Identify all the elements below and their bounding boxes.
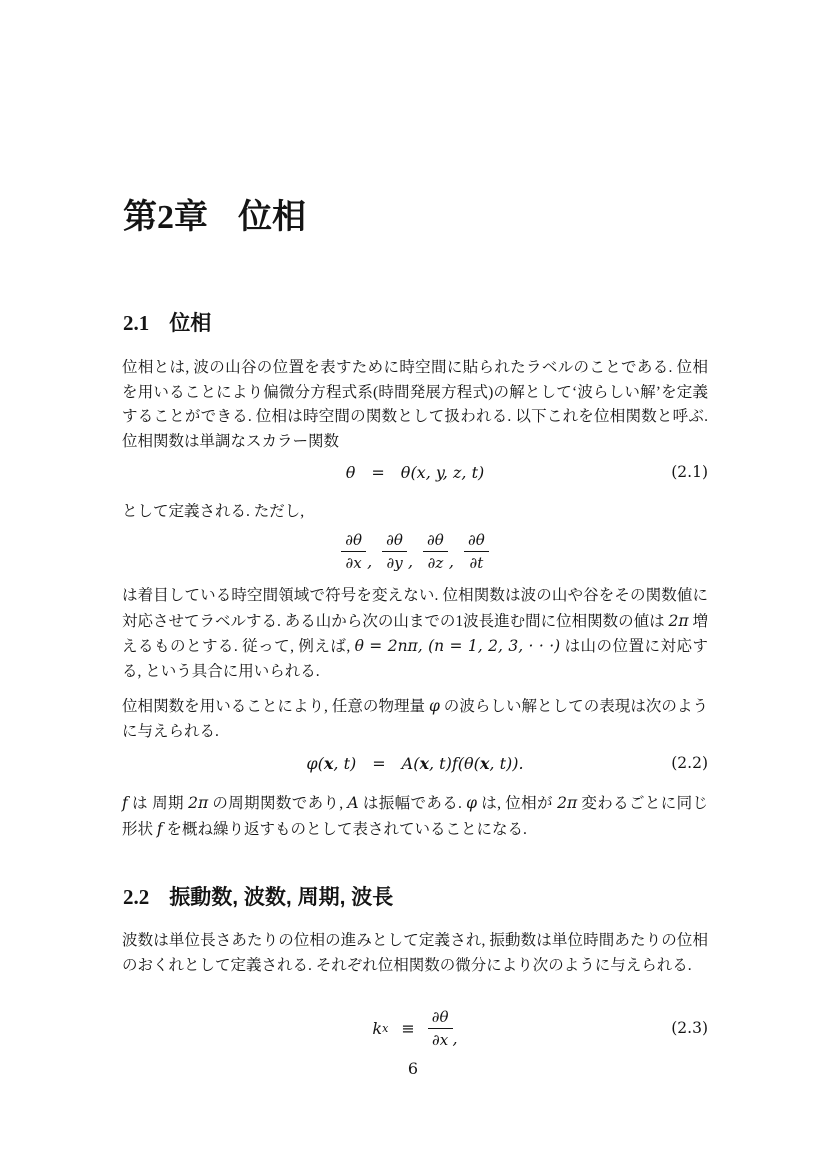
text-run: θ = 2nπ, (n = 1, 2, 3, · · ·)	[354, 637, 561, 656]
section-heading-2-1	[123, 311, 211, 336]
text-run: 位相関数を用いることにより, 任意の物理量	[122, 698, 430, 715]
text-run: は着目している時空間領域で符号を変えない. 位相関数は波の山や谷をその関数値に対応させてラベルする. ある山から次の山までの1波長進む間に位相関数の値は	[122, 587, 708, 630]
wavenumber-symbol: k	[372, 1018, 383, 1038]
equation-2-2	[122, 748, 708, 778]
equation-2-3	[122, 1004, 708, 1052]
text-run: , t)f(θ(	[428, 753, 480, 773]
fraction-separator: ,	[367, 551, 373, 571]
paragraph-phase-function-use	[122, 694, 708, 744]
equation-2-1-body	[346, 463, 484, 482]
fraction-separator: ,	[407, 551, 414, 571]
text-run: の周期関数であり,	[208, 795, 348, 812]
text-run: 波数は単位長さあたりの位相の進みとして定義され, 振動数は単位時間あたりの位相のおくれとして定義される. それぞれ位相関数の微分により次のように与えられる.	[122, 932, 708, 974]
text-run: A	[347, 794, 359, 812]
fraction-dtheta-dx: $\frac{\partial\theta}{\partial x}$	[341, 531, 366, 572]
fraction-separator: ,	[448, 551, 454, 571]
chapter-heading	[123, 197, 306, 239]
text-run: を概ね繰り返すものとして表されていることになる.	[162, 820, 527, 838]
partial-derivatives-body	[341, 531, 488, 572]
text-run: φ(	[306, 753, 324, 773]
text-run: 2π	[188, 794, 209, 812]
text-run: は山の位置に対応する, という具合に用いられる.	[122, 638, 708, 680]
text-run: は 周期	[127, 795, 189, 812]
text-run: x	[419, 753, 429, 773]
equation-2-3-body	[372, 1008, 457, 1049]
chapter-number: 第2章	[123, 199, 208, 236]
text-run: として定義される. ただし,	[122, 503, 305, 520]
section-title: 位相	[169, 312, 212, 335]
page-number: 6	[407, 1059, 419, 1078]
text-run: x	[479, 753, 490, 773]
paragraph-phase-labeling	[122, 584, 708, 684]
text-run: f	[156, 819, 163, 838]
text-run: 2π	[668, 611, 689, 630]
equation-2-1	[122, 458, 708, 486]
text-run: は振幅である.	[358, 795, 467, 812]
fraction-dtheta-dt: $\frac{\partial\theta}{\partial t}$	[464, 531, 489, 572]
partial-derivatives-display	[122, 527, 708, 575]
equiv-symbol: ≡	[401, 1018, 415, 1038]
text-run: f	[122, 794, 128, 812]
section-number: 2.1	[123, 311, 150, 335]
text-run: θ = θ(x, y, z, t)	[345, 462, 485, 482]
text-run: , t)).	[489, 753, 524, 773]
paragraph-defined-as	[122, 500, 708, 525]
fraction-dtheta-dx: $\frac{\partial\theta}{\partial x}$	[428, 1008, 453, 1049]
equation-2-2-label: (2.2)	[671, 754, 708, 772]
paragraph-wavenumber-frequency	[122, 929, 708, 978]
text-run: φ	[429, 697, 440, 715]
text-run: x	[323, 753, 334, 773]
equation-2-2-body	[306, 754, 523, 773]
wavenumber-subscript: x	[382, 1021, 389, 1035]
fraction-dtheta-dz: $\frac{\partial\theta}{\partial z}$	[423, 531, 448, 572]
section-heading-2-2	[123, 885, 393, 910]
text-run: 変わるごとに同じ形状	[122, 795, 708, 838]
text-run: は, 位相が	[477, 795, 558, 812]
paragraph-periodic-function	[122, 791, 708, 842]
equation-2-3-label: (2.3)	[671, 1019, 708, 1037]
section-title: 振動数, 波数, 周期, 波長	[169, 886, 394, 909]
text-run: 2π	[557, 794, 578, 812]
chapter-title: 位相	[238, 198, 306, 236]
equation-comma: ,	[452, 1028, 458, 1048]
text-run: , t) = A(	[333, 753, 420, 773]
text-run: の波らしい解としての表現は次のように与えられる.	[122, 698, 708, 740]
text-run: 位相とは, 波の山谷の位置を表すために時空間に貼られたラベルのことである. 位相を用いることにより偏微分方程式系(時間発展方程式)の解として‘波らしい解’を定義することができる. 位相は時空間の関数として扱われる. 以下これを位相関数と呼ぶ. 位相関数は単調なスカラー関数	[122, 359, 708, 450]
fraction-dtheta-dy: $\frac{\partial\theta}{\partial y}$	[382, 531, 407, 572]
text-run: φ	[466, 794, 478, 812]
text-run: 増えるものとする. 従って, 例えば,	[122, 612, 708, 656]
section-number: 2.2	[123, 885, 150, 909]
equation-2-1-label: (2.1)	[671, 463, 708, 481]
paragraph-phase-intro	[122, 356, 708, 454]
